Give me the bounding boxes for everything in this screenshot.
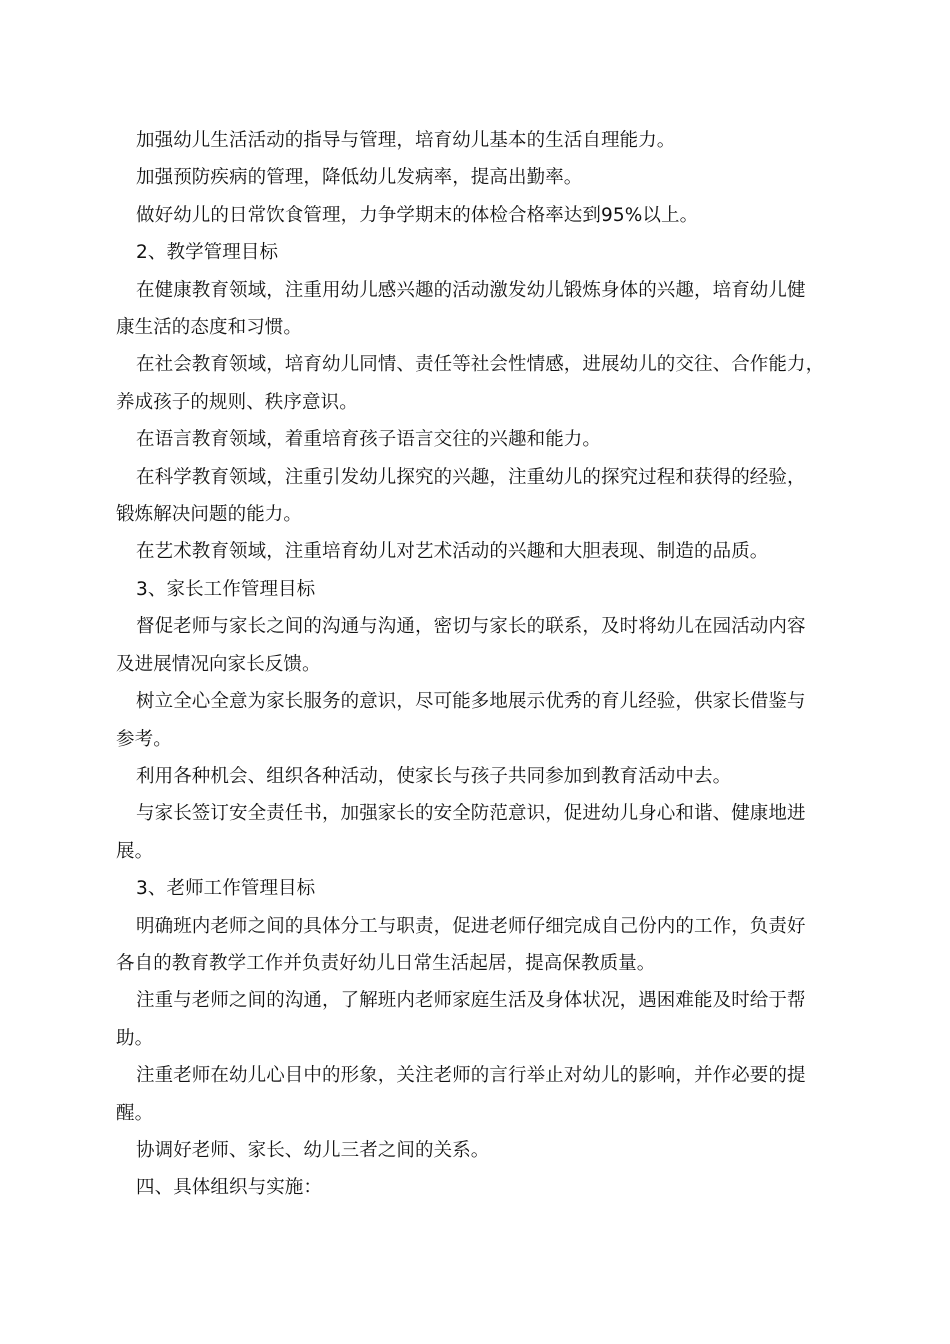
text-line: 在健康教育领域，注重用幼儿感兴趣的活动激发幼儿锻炼身体的兴趣，培育幼儿健 xyxy=(136,279,806,301)
document-page xyxy=(116,122,836,1207)
text-line: 锻炼解决问题的能力。 xyxy=(116,504,303,526)
text-line: 加强幼儿生活活动的指导与管理，培育幼儿基本的生活自理能力。 xyxy=(136,130,676,151)
paragraph xyxy=(116,683,836,758)
paragraph xyxy=(116,159,836,196)
paragraph xyxy=(116,122,836,159)
text-line: 督促老师与家长之间的沟通与沟通，密切与家长的联系，及时将幼儿在园活动内容 xyxy=(136,616,806,638)
text-line: 在社会教育领域，培育幼儿同情、责任等社会性情感，进展幼儿的交往、合作能力， xyxy=(136,354,825,376)
text-line: 助。 xyxy=(116,1027,154,1049)
text-line: 各自的教育教学工作并负责好幼儿日常生活起居，提高保教质量。 xyxy=(116,952,656,974)
section-heading xyxy=(116,1169,836,1206)
text-line: 注重老师在幼儿心目中的形象，关注老师的言行举止对幼儿的影响，并作必要的提 xyxy=(136,1065,806,1087)
text-line: 醒。 xyxy=(116,1102,154,1124)
text-line: 展。 xyxy=(116,840,154,862)
text-line: 协调好老师、家长、幼儿三者之间的关系。 xyxy=(136,1139,490,1161)
paragraph xyxy=(116,1132,836,1169)
paragraph xyxy=(116,908,836,983)
paragraph xyxy=(116,758,836,795)
paragraph xyxy=(116,346,836,421)
text-line: 与家长签订安全责任书，加强家长的安全防范意识，促进幼儿身心和谐、健康地进 xyxy=(136,803,806,825)
paragraph xyxy=(116,982,836,1057)
paragraph xyxy=(116,421,836,458)
text-line: 在语言教育领域，着重培育孩子语言交往的兴趣和能力。 xyxy=(136,429,602,451)
text-line: 树立全心全意为家长服务的意识，尽可能多地展示优秀的育儿经验，供家长借鉴与 xyxy=(136,691,806,713)
text-line: 及进展情况向家长反馈。 xyxy=(116,653,321,675)
text-line: 注重与老师之间的沟通，了解班内老师家庭生活及身体状况，遇困难能及时给于帮 xyxy=(136,990,806,1012)
text-line: 3、家长工作管理目标 xyxy=(136,578,316,600)
paragraph xyxy=(116,1057,836,1132)
paragraph xyxy=(116,459,836,534)
paragraph xyxy=(116,197,836,234)
text-line: 康生活的态度和习惯。 xyxy=(116,317,303,339)
text-line: 参考。 xyxy=(116,728,172,750)
text-line: 利用各种机会、组织各种活动，使家长与孩子共同参加到教育活动中去。 xyxy=(136,765,732,787)
section-heading xyxy=(116,571,836,608)
text-line: 四、具体组织与实施： xyxy=(136,1177,323,1199)
text-line: 养成孩子的规则、秩序意识。 xyxy=(116,391,358,413)
text-line: 加强预防疾病的管理，降低幼儿发病率，提高出勤率。 xyxy=(136,167,583,189)
text-line: 在科学教育领域，注重引发幼儿探究的兴趣，注重幼儿的探究过程和获得的经验， xyxy=(136,466,806,488)
paragraph xyxy=(116,533,836,570)
section-heading xyxy=(116,234,836,271)
paragraph xyxy=(116,795,836,870)
section-heading xyxy=(116,870,836,907)
text-line: 明确班内老师之间的具体分工与职责，促进老师仔细完成自己份内的工作，负责好 xyxy=(136,915,806,937)
text-line: 做好幼儿的日常饮食管理，力争学期末的体检合格率达到95%以上。 xyxy=(136,204,699,226)
paragraph xyxy=(116,608,836,683)
text-line: 2、教学管理目标 xyxy=(136,242,279,264)
paragraph xyxy=(116,272,836,347)
text-line: 3、老师工作管理目标 xyxy=(136,878,316,900)
text-line: 在艺术教育领域，注重培育幼儿对艺术活动的兴趣和大胆表现、制造的品质。 xyxy=(136,541,769,563)
